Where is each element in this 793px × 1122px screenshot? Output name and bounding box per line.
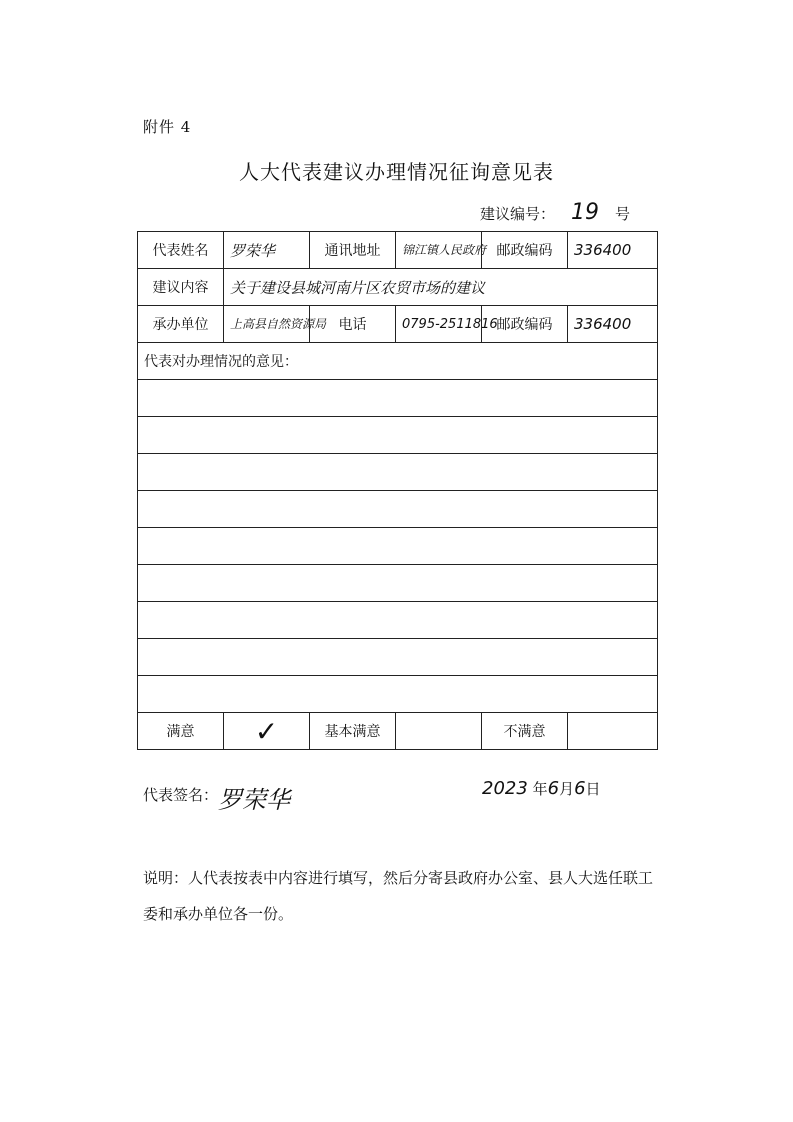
table-row-blank [138, 676, 658, 713]
instruction-note: 说明：人代表按表中内容进行填写，然后分寄县政府办公室、县人大选任联工委和承办单位各一份。 [143, 869, 654, 923]
table-row-content [138, 269, 658, 306]
table-row-blank [138, 417, 658, 454]
content-value: 关于建设县城河南片区农贸市场的建议 [224, 269, 658, 306]
opinion-line-1 [138, 380, 658, 417]
opinion-line-4 [138, 491, 658, 528]
table-row-opinion-head [138, 343, 658, 380]
opinion-line-2 [138, 417, 658, 454]
satisfied-label: 满意 [138, 713, 224, 750]
unsatisfied-check-cell[interactable] [568, 713, 658, 750]
opinion-line-6 [138, 565, 658, 602]
month-char: 月 [559, 780, 575, 798]
table-row-blank [138, 454, 658, 491]
table-row-blank [138, 380, 658, 417]
address-label: 通讯地址 [310, 232, 396, 269]
phone-value: 0795-2511816 [396, 306, 482, 343]
date-block [482, 778, 601, 799]
signature-value: 罗荣华 [218, 786, 291, 814]
basic-satisfied-label: 基本满意 [310, 713, 396, 750]
unit-label: 承办单位 [138, 306, 224, 343]
table-row-blank [138, 565, 658, 602]
basic-satisfied-check-cell[interactable] [396, 713, 482, 750]
opinion-label: 代表对办理情况的意见： [138, 343, 658, 380]
zip-label-2: 邮政编码 [482, 306, 568, 343]
opinion-line-7 [138, 602, 658, 639]
table-row-blank [138, 639, 658, 676]
day-char: 日 [585, 780, 601, 798]
signature-block [143, 780, 290, 815]
opinion-form-table [137, 231, 658, 750]
serial-suffix: 号 [615, 205, 631, 223]
checkmark-icon: ✓ [254, 714, 279, 748]
opinion-line-9 [138, 676, 658, 713]
serial-label: 建议编号： [480, 205, 556, 223]
date-day: 6 [574, 778, 586, 799]
opinion-line-8 [138, 639, 658, 676]
signature-label: 代表签名： [143, 786, 219, 804]
year-char: 年 [532, 780, 548, 798]
table-row-blank [138, 528, 658, 565]
table-row-representative [138, 232, 658, 269]
zip-value-2: 336400 [568, 306, 658, 343]
form-title: 人大代表建议办理情况征询意见表 [239, 160, 554, 184]
phone-label: 电话 [310, 306, 396, 343]
zip-label-1: 邮政编码 [482, 232, 568, 269]
address-value: 锦江镇人民政府 [396, 232, 482, 269]
serial-number [480, 200, 630, 225]
table-row-blank [138, 491, 658, 528]
opinion-line-5 [138, 528, 658, 565]
date-year: 2023 [482, 778, 528, 799]
date-month: 6 [547, 778, 560, 799]
unit-value: 上高县自然资源局 [224, 306, 310, 343]
zip-value-1: 336400 [568, 232, 658, 269]
name-value: 罗荣华 [224, 232, 310, 269]
opinion-line-3 [138, 454, 658, 491]
content-label: 建议内容 [138, 269, 224, 306]
table-row-blank [138, 602, 658, 639]
unsatisfied-label: 不满意 [482, 713, 568, 750]
table-row-satisfaction [138, 713, 658, 750]
table-row-unit [138, 306, 658, 343]
name-label: 代表姓名 [138, 232, 224, 269]
serial-value: 19 [571, 200, 600, 225]
satisfied-check-cell[interactable] [224, 713, 310, 750]
attachment-label: 附件 4 [143, 118, 192, 136]
